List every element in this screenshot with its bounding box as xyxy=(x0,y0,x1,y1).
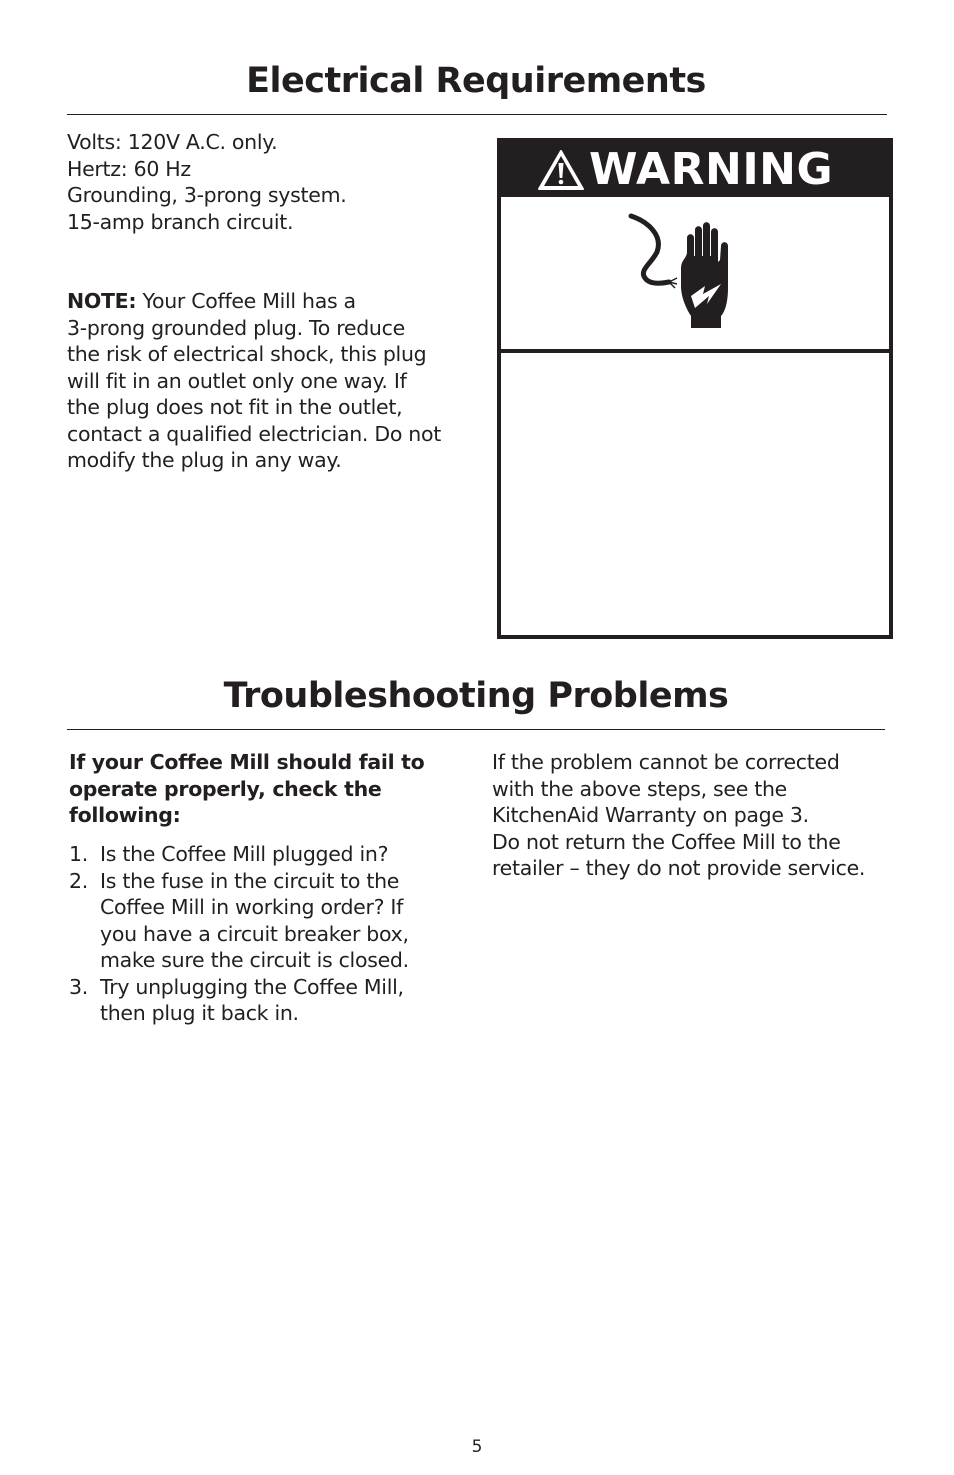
intro-line: following: xyxy=(69,803,181,827)
note-line: 3-prong grounded plug. To reduce xyxy=(67,315,405,340)
step-number: 2. xyxy=(69,868,88,893)
step-line: then plug it back in. xyxy=(100,1001,299,1025)
note-line: modify the plug in any way. xyxy=(67,448,342,472)
spec-volts: Volts: 120V A.C. only. xyxy=(67,130,278,154)
step-line: Coffee Mill in working order? If xyxy=(100,895,404,919)
spec-grounding: Grounding, 3-prong system. xyxy=(67,183,347,207)
troubleshooting-intro xyxy=(69,749,454,829)
step-line: Try unplugging the Coffee Mill, xyxy=(100,974,404,999)
step-item xyxy=(69,841,454,868)
intro-line: If your Coffee Mill should fail to xyxy=(69,750,425,774)
note-line: the plug does not fit in the outlet, xyxy=(67,395,403,419)
step-number: 1. xyxy=(69,842,88,866)
note-line: contact a qualified electrician. Do not xyxy=(67,421,441,446)
troubleshooting-title: Troubleshooting Problems xyxy=(223,676,729,716)
electrical-shock-hand-icon xyxy=(625,212,741,336)
warning-box xyxy=(497,138,893,639)
electrical-requirements-title: Electrical Requirements xyxy=(246,61,706,101)
electrical-title-rule xyxy=(67,114,887,115)
step-item xyxy=(69,974,454,1027)
page-number: 5 xyxy=(471,1437,483,1457)
spec-hertz: Hertz: 60 Hz xyxy=(67,156,191,181)
note-line: will fit in an outlet only one way. If xyxy=(67,368,407,393)
step-line: you have a circuit breaker box, xyxy=(100,921,409,946)
note-line: NOTE: Your Coffee Mill has a xyxy=(67,289,356,313)
spec-circuit: 15-amp branch circuit. xyxy=(67,209,294,234)
electrical-specs-list xyxy=(67,129,467,235)
warning-header xyxy=(501,142,889,197)
note-line: the risk of electrical shock, this plug xyxy=(67,342,427,366)
service-line: retailer – they do not provide service. xyxy=(492,856,866,880)
electrical-note xyxy=(67,288,465,474)
service-line: If the problem cannot be corrected xyxy=(492,750,840,774)
service-line: with the above steps, see the xyxy=(492,776,787,801)
service-line: KitchenAid Warranty on page 3. xyxy=(492,803,809,827)
step-item xyxy=(69,868,454,974)
step-line: make sure the circuit is closed. xyxy=(100,948,409,972)
step-line: Is the fuse in the circuit to the xyxy=(100,868,400,893)
intro-line: operate properly, check the xyxy=(69,776,382,801)
warning-label: WARNING xyxy=(589,144,834,195)
service-line: Do not return the Coffee Mill to the xyxy=(492,829,841,854)
step-line: Is the Coffee Mill plugged in? xyxy=(100,842,389,866)
troubleshooting-steps xyxy=(69,841,454,1027)
troubleshooting-service-note xyxy=(492,749,892,882)
note-label: NOTE: xyxy=(67,289,137,313)
warning-triangle-icon xyxy=(537,149,585,191)
troubleshooting-title-rule xyxy=(67,729,885,730)
step-number: 3. xyxy=(69,974,88,999)
warning-divider xyxy=(501,349,889,353)
